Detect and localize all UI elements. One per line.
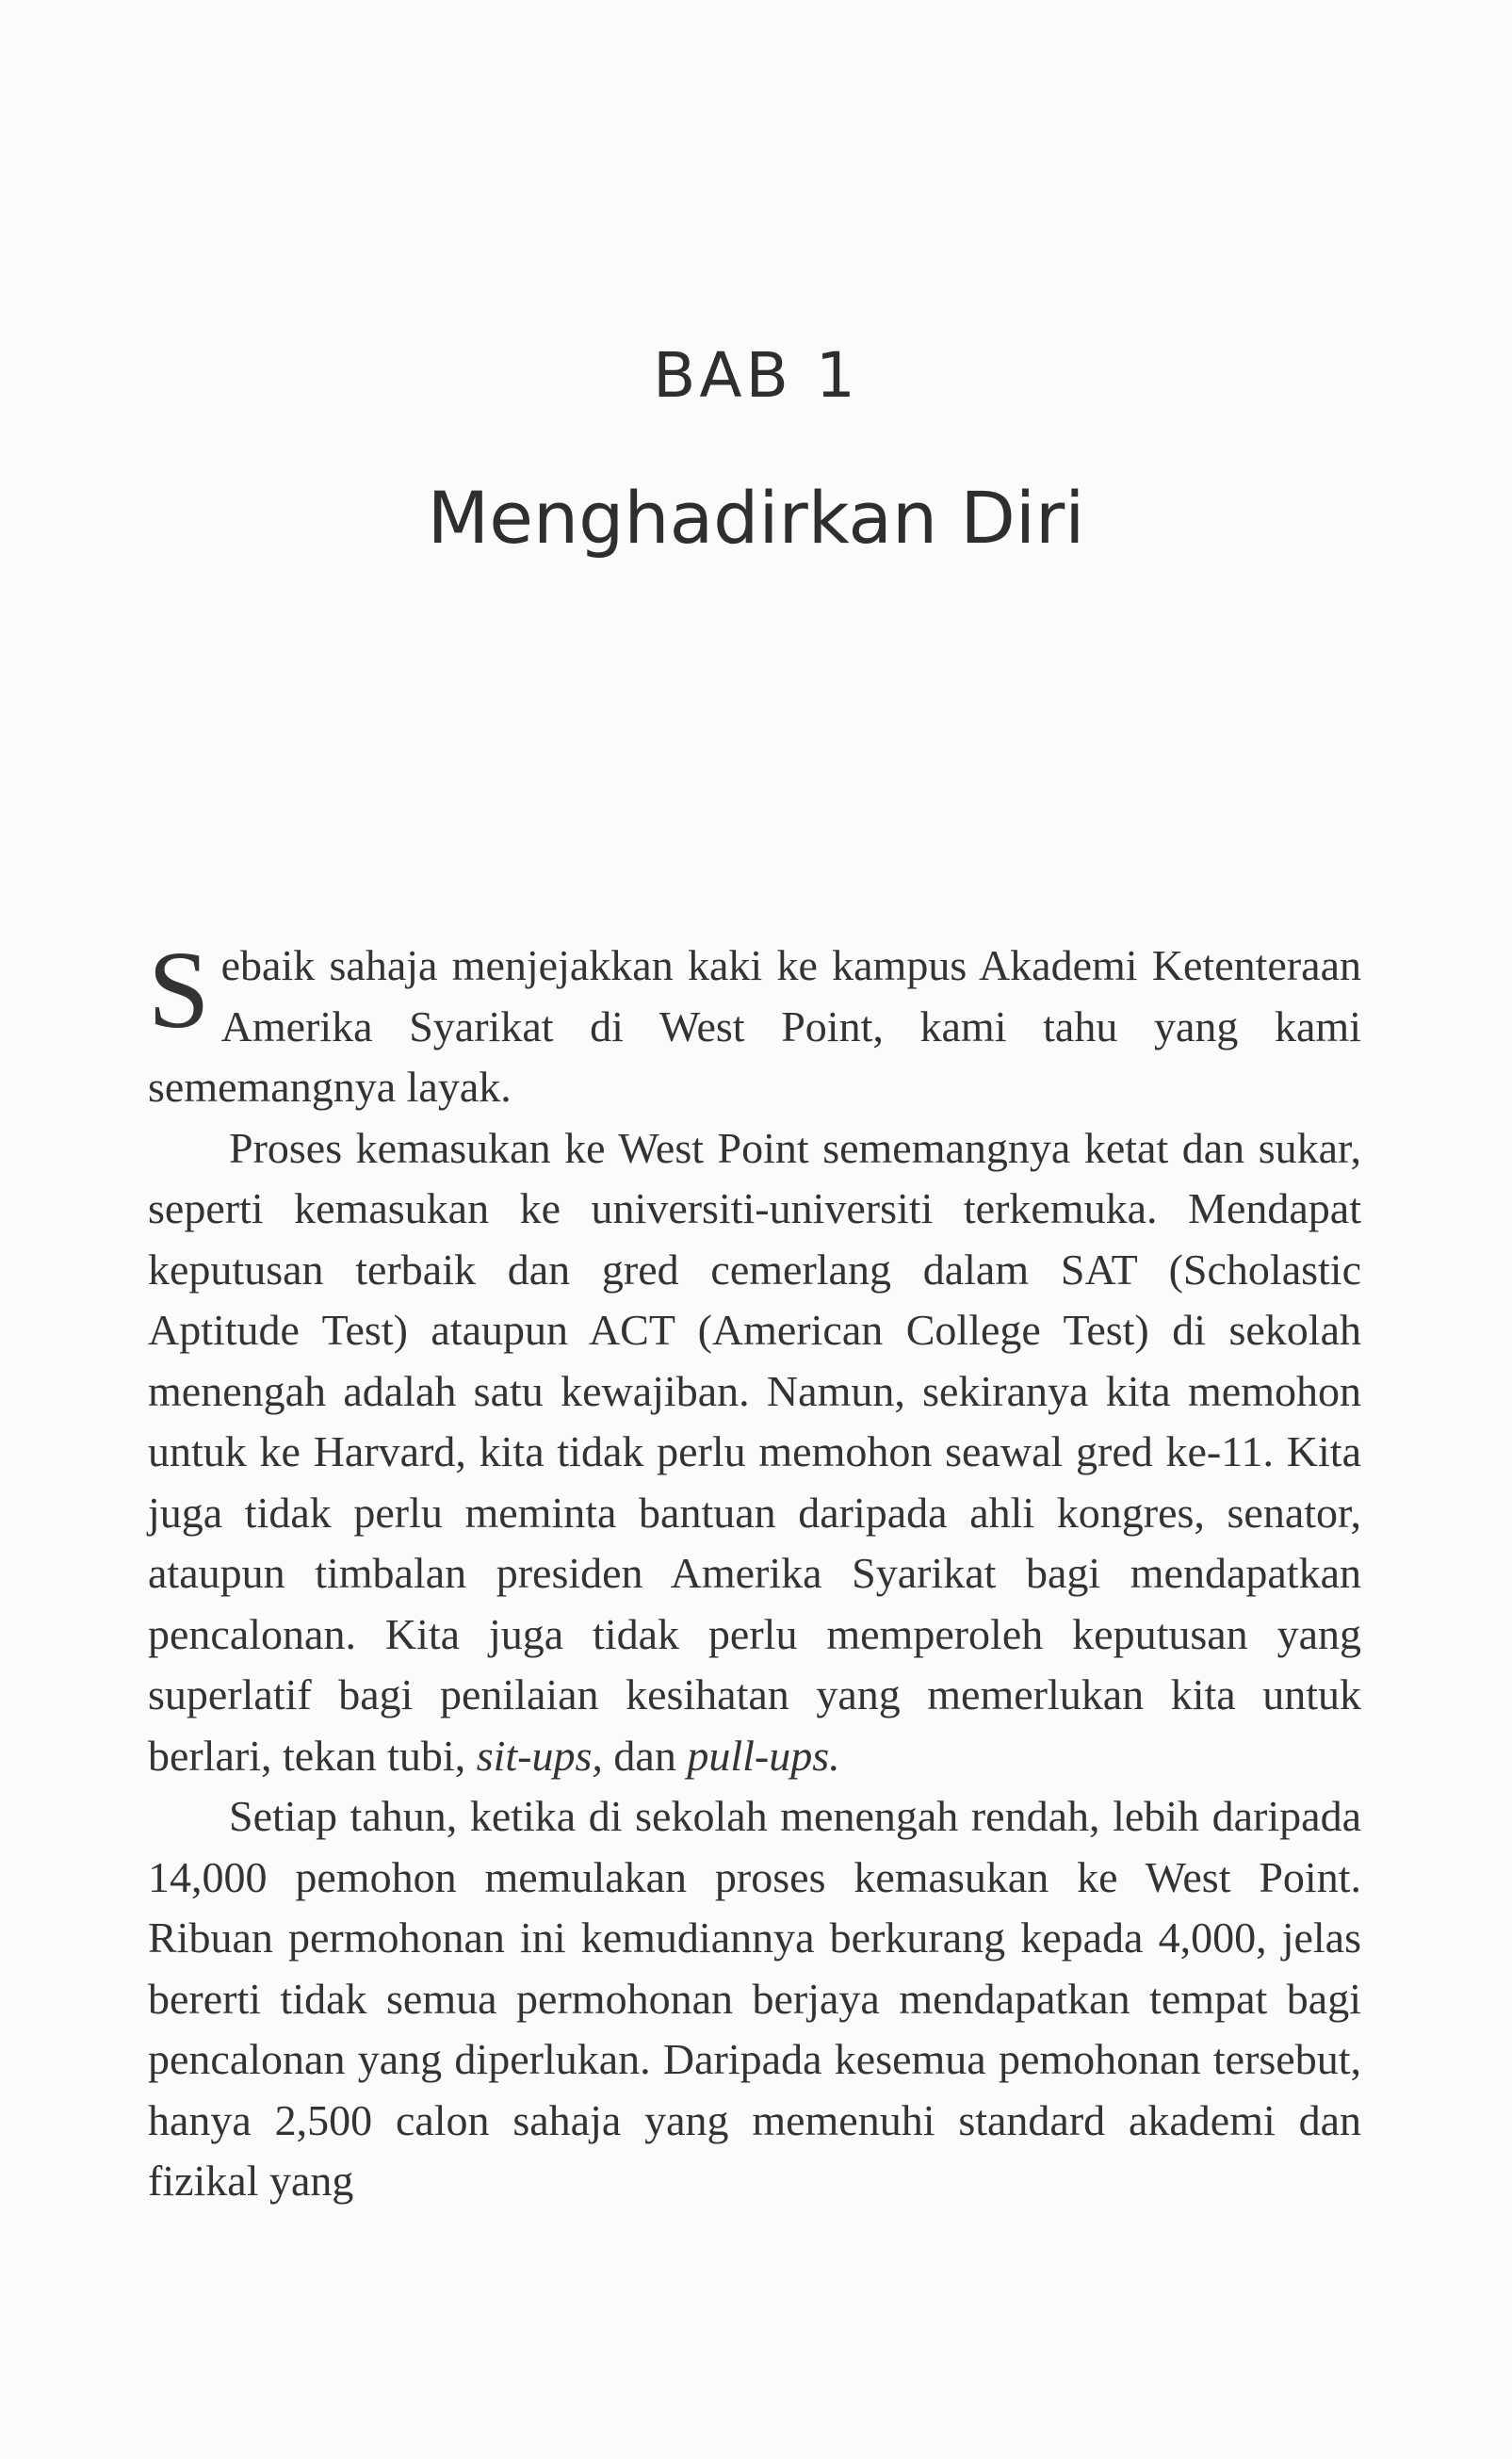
- paragraph-2-text: Proses kemasukan ke West Point sememangnya ketat dan sukar, seperti kemasukan ke universiti-universiti terkemuka. Mendapat keputusan terbaik dan gred cemerlang dalam SAT (Scholastic Aptitude Test) ataupun ACT (American College Test) di sekolah menengah adalah satu kewajiban. Namun, sekiranya kita memohon untuk ke Harvard, kita tidak perlu memohon seawal gred ke-11. Kita juga tidak perlu meminta bantuan daripada ahli kongres, senator, ataupun timbalan presiden Amerika Syarikat bagi mendapatkan pencalonan. Kita juga tidak perlu memperoleh keputusan yang superlatif bagi penilaian kesihatan yang memerlukan kita untuk berlari, tekan tubi,: [148, 1123, 1361, 1780]
- paragraph-1: [148, 928, 1361, 1118]
- paragraph-1-text: ebaik sahaja menjejakkan kaki ke kampus Akademi Ketenteraan Amerika Syarikat di West Point, kami tahu yang kami sememangnya layak.: [148, 941, 1361, 1111]
- paragraph-2-connector: dan: [602, 1731, 688, 1780]
- paragraph-2: [148, 1118, 1361, 1787]
- italic-term-pullups: pull-ups.: [687, 1731, 840, 1780]
- paragraph-3: [148, 1786, 1361, 2212]
- chapter-number: BAB 1: [653, 339, 859, 412]
- body-text: [148, 928, 1361, 2212]
- paragraph-3-text: Setiap tahun, ketika di sekolah menengah rendah, lebih daripada 14,000 pemohon memulakan proses kemasukan ke West Point. Ribuan permohonan ini kemudiannya berkurang kepada 4,000, jelas bererti tidak semua permohonan berjaya mendapatkan tempat bagi pencalonan yang diperlukan. Daripada kesemua pemohonan tersebut, hanya 2,500 calon sahaja yang memenuhi standard akademi dan fizikal yang: [148, 1792, 1361, 2205]
- drop-cap: S: [148, 928, 210, 1051]
- chapter-title: Menghadirkan Diri: [427, 476, 1085, 560]
- italic-term-situps: sit-ups,: [476, 1731, 603, 1780]
